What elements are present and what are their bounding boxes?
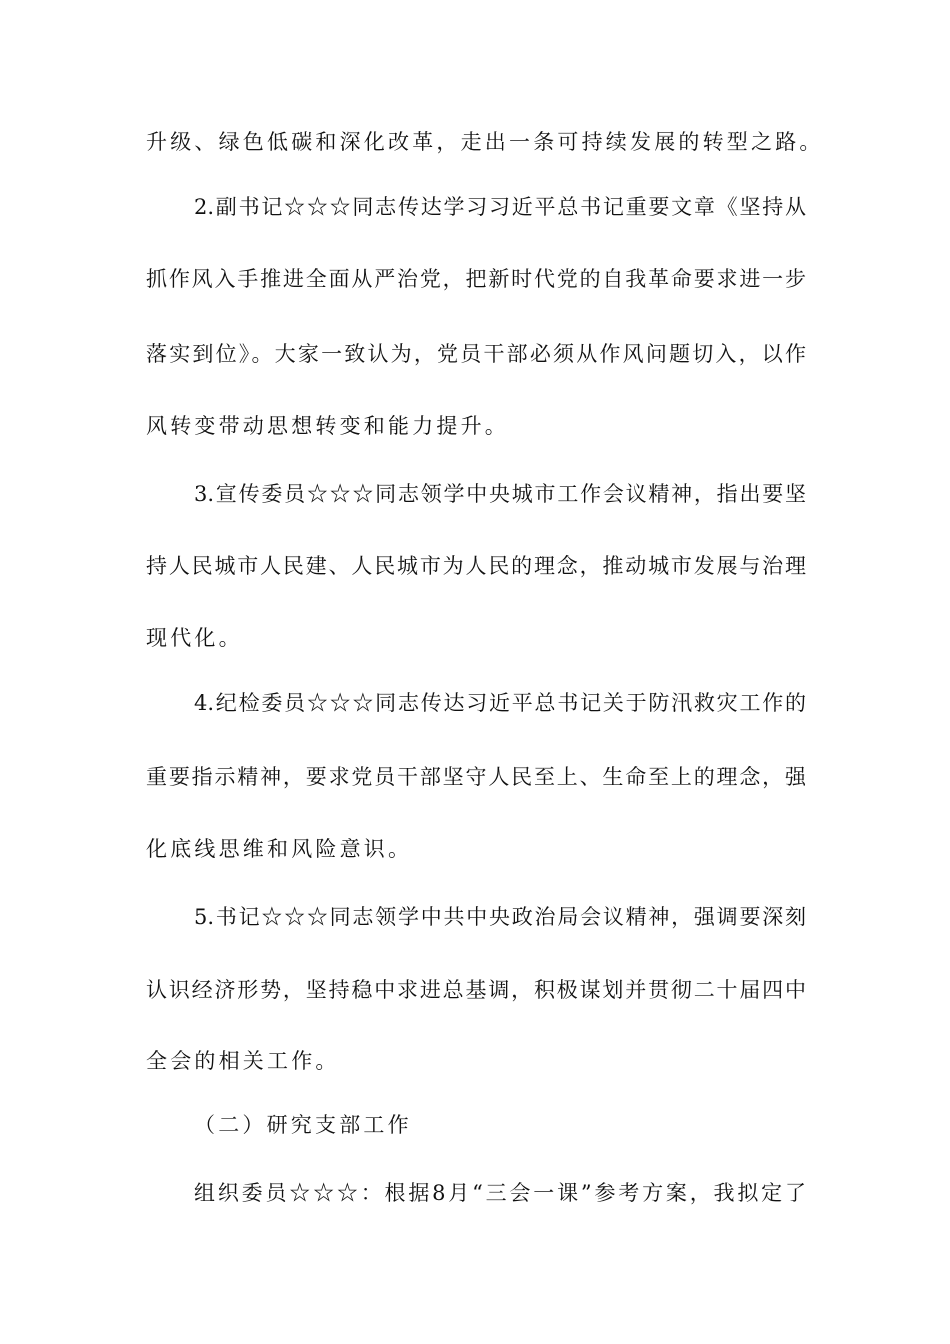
list-item-3-line: 3.宣传委员☆☆☆同志领学中央城市工作会议精神，指出要坚 [194, 482, 806, 506]
text-line: 抓作风入手推进全面从严治党，把新时代党的自我革命要求进一步 [146, 267, 806, 291]
list-item-2-line: 2.副书记☆☆☆同志传达学习习近平总书记重要文章《坚持从 [194, 195, 806, 219]
text-line: 风转变带动思想转变和能力提升。 [146, 414, 509, 438]
text-line: 持人民城市人民建、人民城市为人民的理念，推动城市发展与治理 [146, 554, 806, 578]
text-line: 重要指示精神，要求党员干部坚守人民至上、生命至上的理念，强 [146, 765, 806, 789]
section-heading: （二）研究支部工作 [194, 1113, 412, 1137]
text-line: 落实到位》。大家一致认为，党员干部必须从作风问题切入，以作 [146, 342, 806, 366]
text-line: 组织委员☆☆☆：根据8月“三会一课”参考方案，我拟定了 [194, 1181, 806, 1205]
text-line: 认识经济形势，坚持稳中求进总基调，积极谋划并贯彻二十届四中 [146, 978, 806, 1002]
list-item-5-line: 5.书记☆☆☆同志领学中共中央政治局会议精神，强调要深刻 [194, 905, 806, 929]
text-line: 化底线思维和风险意识。 [146, 837, 413, 861]
text-line: 升级、绿色低碳和深化改革，走出一条可持续发展的转型之路。 [146, 130, 824, 154]
list-item-4-line: 4.纪检委员☆☆☆同志传达习近平总书记关于防汛救灾工作的 [194, 691, 806, 715]
text-line: 现代化。 [146, 626, 243, 650]
text-line: 全会的相关工作。 [146, 1049, 340, 1073]
